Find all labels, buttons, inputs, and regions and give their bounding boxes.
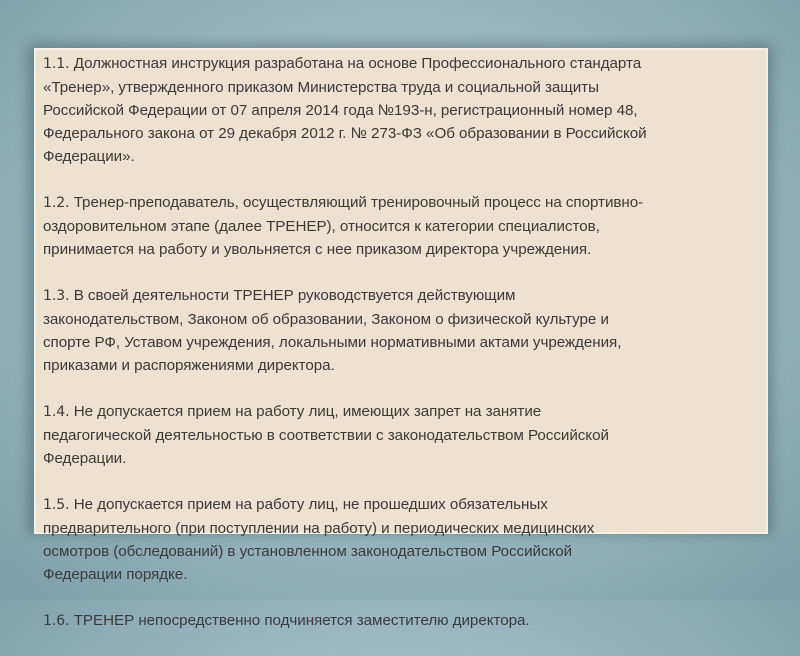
paragraph-number: 1.5. <box>43 497 70 513</box>
text-line: предварительного (при поступлении на работу) и периодических медицинских <box>43 520 595 537</box>
text-line: «Тренер», утвержденного приказом Министерства труда и социальной защиты <box>43 79 599 96</box>
paragraph-number: 1.4. <box>43 404 70 420</box>
text-line: ТРЕНЕР непосредственно подчиняется заместителю директора. <box>73 612 530 629</box>
paragraph-1-6 <box>43 609 763 633</box>
text-line: Должностная инструкция разработана на основе Профессионального стандарта <box>73 55 642 72</box>
text-line: Федерации порядке. <box>43 566 188 583</box>
text-line: Федерации». <box>43 148 135 165</box>
paragraph-1-5 <box>43 493 763 586</box>
paragraph-number: 1.3. <box>43 288 70 304</box>
text-line: Не допускается прием на работу лиц, имеющих запрет на занятие <box>73 403 542 420</box>
text-line: Тренер-преподаватель, осуществляющий тренировочный процесс на спортивно- <box>73 194 644 211</box>
paragraph-1-1 <box>43 52 763 168</box>
text-line: принимается на работу и увольняется с нее приказом директора учреждения. <box>43 241 592 258</box>
text-line: Федерального закона от 29 декабря 2012 г. № 273-ФЗ «Об образовании в Российской <box>43 125 647 142</box>
paragraph-1-2 <box>43 191 763 261</box>
text-line: Не допускается прием на работу лиц, не прошедших обязательных <box>73 496 548 513</box>
paragraph-1-4 <box>43 400 763 470</box>
text-line: законодательством, Законом об образовании, Законом о физической культуре и <box>43 311 609 328</box>
text-line: приказами и распоряжениями директора. <box>43 357 335 374</box>
text-line: Российской Федерации от 07 апреля 2014 года №193-н, регистрационный номер 48, <box>43 102 638 119</box>
document-text <box>43 52 763 656</box>
paragraph-number: 1.6. <box>43 613 70 629</box>
paragraph-number: 1.1. <box>43 56 70 72</box>
text-line: В своей деятельности ТРЕНЕР руководствуется действующим <box>73 287 516 304</box>
paragraph-number: 1.2. <box>43 195 70 211</box>
text-line: осмотров (обследований) в установленном законодательством Российской <box>43 543 573 560</box>
text-line: спорте РФ, Уставом учреждения, локальными нормативными актами учреждения, <box>43 334 622 351</box>
text-line: педагогической деятельностью в соответствии с законодательством Российской <box>43 427 609 444</box>
paragraph-1-3 <box>43 284 763 377</box>
text-line: Федерации. <box>43 450 127 467</box>
text-line: оздоровительном этапе (далее ТРЕНЕР), относится к категории специалистов, <box>43 218 600 235</box>
